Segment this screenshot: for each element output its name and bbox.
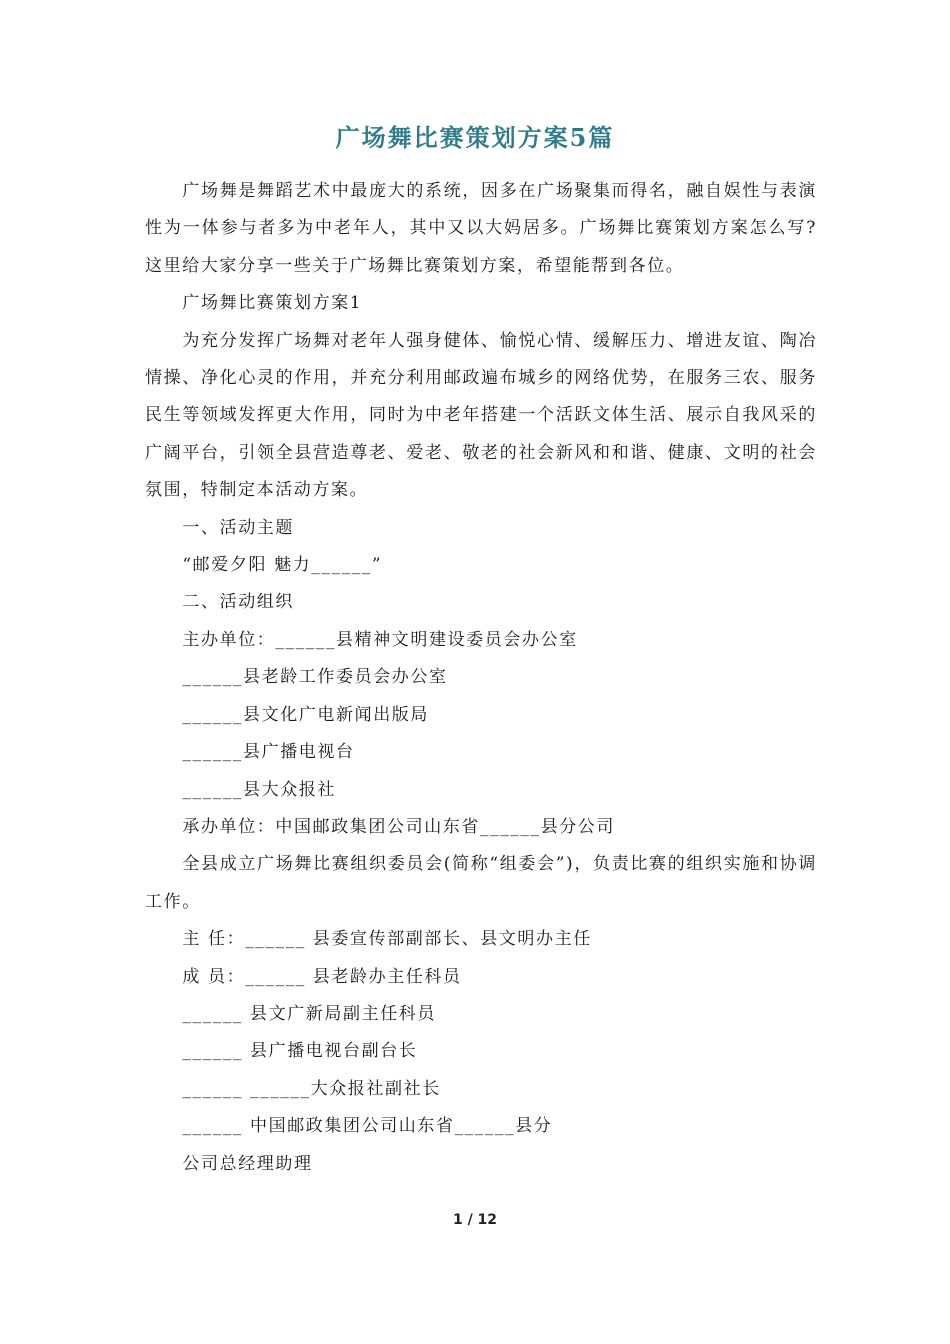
paragraph-host-unit-3: ______县文化广电新闻出版局	[182, 704, 429, 725]
section-heading-theme: 一、活动主题	[182, 517, 294, 538]
paragraph-committee: 全县成立广场舞比赛组织委员会(简称“组委会”)，负责比赛的组织实施和协调工作。	[145, 854, 817, 912]
paragraph-member-2: ______ 县文广新局副主任科员	[182, 1003, 436, 1024]
paragraph-host-unit-2: ______县老龄工作委员会办公室	[182, 667, 448, 688]
paragraph-theme-slogan: “邮爱夕阳 魅力______”	[182, 555, 383, 576]
paragraph-director: 主 任：______ 县委宣传部副部长、县文明办主任	[182, 929, 592, 950]
paragraph-member-3: ______ 县广播电视台副台长	[182, 1041, 418, 1062]
paragraph-organizer-unit: 承办单位：中国邮政集团公司山东省______县分公司	[182, 816, 615, 837]
paragraph-member-1: 成 员：______ 县老龄办主任科员	[182, 966, 462, 987]
document-title: 广场舞比赛策划方案5篇	[335, 123, 615, 152]
paragraph-plan-heading: 广场舞比赛策划方案1	[182, 293, 363, 314]
paragraph-host-unit-4: ______县广播电视台	[182, 742, 355, 763]
paragraph-member-5-cont: 公司总经理助理	[182, 1153, 313, 1174]
paragraph-member-4: ______ ______大众报社副社长	[182, 1078, 441, 1099]
document-body	[145, 173, 817, 1183]
section-heading-organization: 二、活动组织	[182, 592, 294, 613]
paragraph-intro: 广场舞是舞蹈艺术中最庞大的系统，因多在广场聚集而得名，融自娱性与表演性为一体参与者多为中老年人，其中又以大妈居多。广场舞比赛策划方案怎么写?这里给大家分享一些关于广场舞比赛策划方案，希望能帮到各位。	[145, 181, 817, 276]
page-indicator: 1 / 12	[452, 1212, 498, 1228]
paragraph-host-unit-5: ______县大众报社	[182, 779, 336, 800]
paragraph-member-5: ______ 中国邮政集团公司山东省______县分	[182, 1116, 553, 1137]
paragraph-plan-purpose: 为充分发挥广场舞对老年人强身健体、愉悦心情、缓解压力、增进友谊、陶冶情操、净化心灵的作用，并充分利用邮政遍布城乡的网络优势，在服务三农、服务民生等领域发挥更大作用，同时为中老年搭建一个活跃文体生活、展示自我风采的广阔平台，引领全县营造尊老、爱老、敬老的社会新风和和谐、健康、文明的社会氛围，特制定本活动方案。	[145, 330, 817, 501]
paragraph-host-unit: 主办单位：______县精神文明建设委员会办公室	[182, 629, 578, 650]
